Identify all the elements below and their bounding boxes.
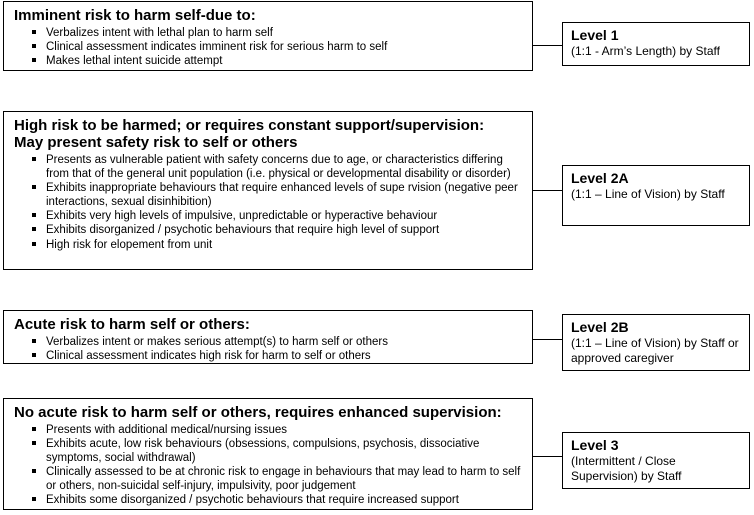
list-item: Exhibits very high levels of impulsive, unpredictable or hyperactive behaviour	[14, 209, 524, 223]
criteria-list	[14, 423, 524, 508]
level-title: Level 2B	[571, 319, 629, 335]
criteria-box-level-2b	[3, 310, 533, 364]
criteria-title	[14, 117, 524, 151]
level-description: (1:1 – Line of Vision) by Staff or approved caregiver	[571, 336, 739, 365]
list-item: High risk for elopement from unit	[14, 238, 524, 252]
list-item: Clinical assessment indicates high risk for harm to self or others	[14, 349, 524, 363]
level-description: (1:1 - Arm’s Length) by Staff	[571, 44, 720, 58]
list-item: Makes lethal intent suicide attempt	[14, 54, 524, 68]
list-item: Verbalizes intent or makes serious attempt(s) to harm self or others	[14, 335, 524, 349]
criteria-box-level-2a	[3, 111, 533, 270]
title-line: High risk to be harmed; or requires constant support/supervision:	[14, 117, 485, 134]
level-title: Level 1	[571, 27, 619, 43]
level-title: Level 3	[571, 437, 619, 453]
level-description: (Intermittent / Close Supervision) by Staff	[571, 454, 682, 483]
list-item: Clinical assessment indicates imminent risk for serious harm to self	[14, 40, 524, 54]
list-item: Exhibits some disorganized / psychotic behaviours that require increased support	[14, 493, 524, 507]
list-item: Exhibits disorganized / psychotic behaviours that require high level of support	[14, 223, 524, 237]
criteria-list	[14, 26, 524, 68]
criteria-title	[14, 7, 524, 24]
criteria-box-level-3	[3, 398, 533, 510]
level-box-level-2a	[562, 165, 750, 226]
connector-line	[533, 456, 562, 457]
list-item: Presents as vulnerable patient with safety concerns due to age, or characteristics differing from that of the general unit population (i.e. physical or developmental disability or disorder)	[14, 153, 524, 181]
criteria-box-level-1	[3, 1, 533, 71]
title-line: No acute risk to harm self or others, requires enhanced supervision:	[14, 404, 502, 421]
level-box-level-1	[562, 22, 750, 66]
level-box-level-2b	[562, 314, 750, 371]
list-item: Exhibits acute, low risk behaviours (obsessions, compulsions, psychosis, dissociative symptoms, social withdrawal)	[14, 437, 524, 465]
list-item: Presents with additional medical/nursing issues	[14, 423, 524, 437]
criteria-title	[14, 404, 524, 421]
criteria-list	[14, 335, 524, 363]
criteria-list	[14, 153, 524, 252]
title-line: May present safety risk to self or others	[14, 134, 298, 151]
criteria-title	[14, 316, 524, 333]
level-box-level-3	[562, 432, 750, 489]
connector-line	[533, 45, 562, 46]
connector-line	[533, 339, 562, 340]
connector-line	[533, 190, 562, 191]
list-item: Verbalizes intent with lethal plan to harm self	[14, 26, 524, 40]
list-item: Exhibits inappropriate behaviours that require enhanced levels of supe rvision (negative peer interactions, sexual disinhibition)	[14, 181, 524, 209]
title-line: Acute risk to harm self or others:	[14, 316, 250, 333]
level-description: (1:1 – Line of Vision) by Staff	[571, 187, 725, 201]
title-line: Imminent risk to harm self-due to:	[14, 7, 256, 24]
list-item: Clinically assessed to be at chronic risk to engage in behaviours that may lead to harm to self or others, non-suicidal self-injury, impulsivity, poor judgement	[14, 465, 524, 493]
level-title: Level 2A	[571, 170, 629, 186]
